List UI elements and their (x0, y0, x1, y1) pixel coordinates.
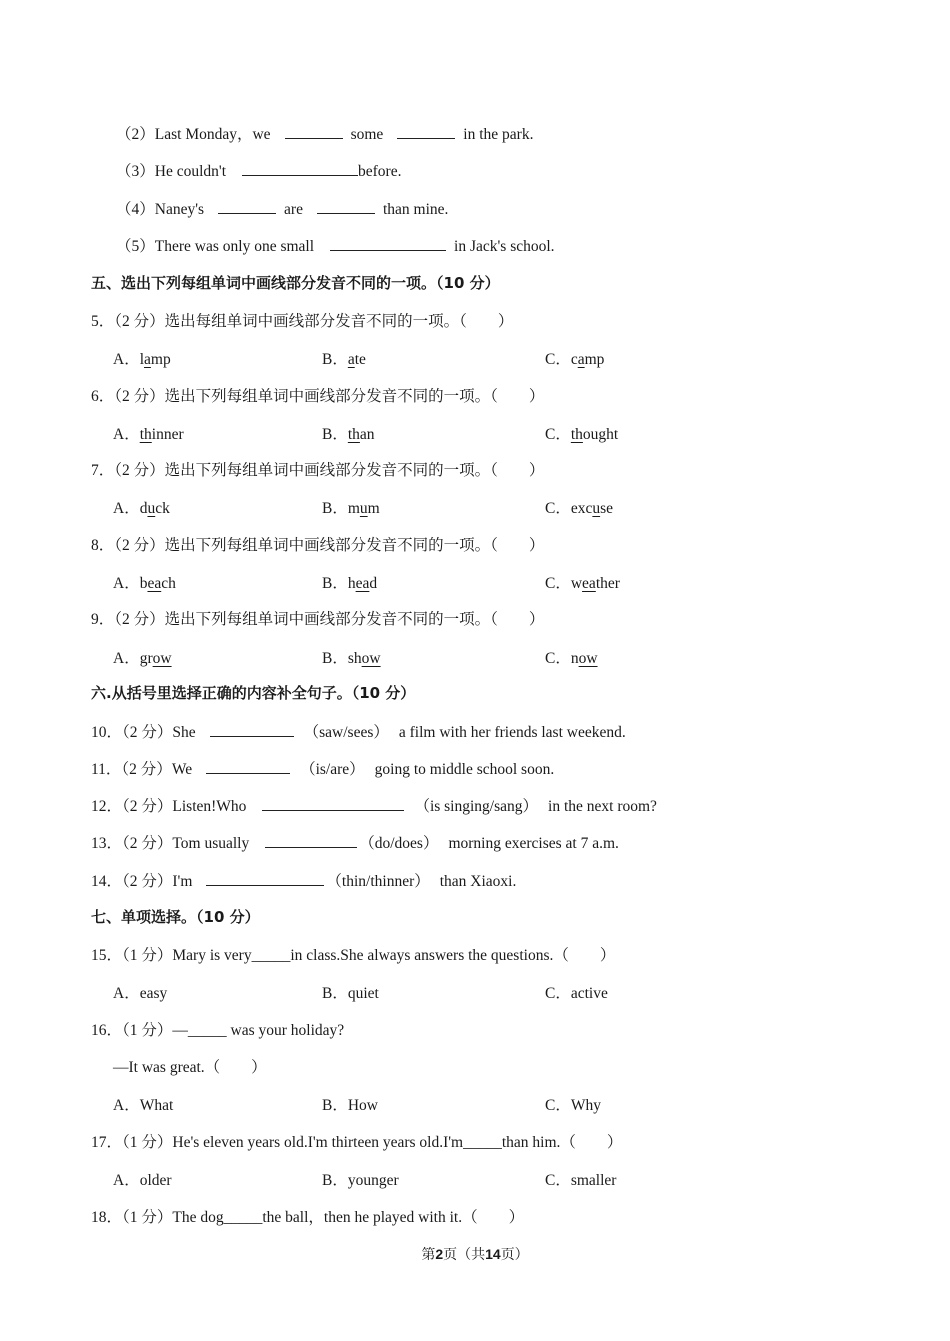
option-a[interactable]: A．duck (113, 500, 170, 517)
option-c[interactable]: C．now (545, 650, 598, 667)
question-17-stem: 17．（1 分）He's eleven years old.I'm thirteen years old.I'm_____than him.（ ） (91, 1134, 623, 1151)
question-5-stem: 5．（2 分）选出每组单词中画线部分发音不同的一项。（ ） (91, 313, 514, 330)
option-b[interactable]: B．How (322, 1097, 378, 1114)
question-10: 10．（2 分）She （saw/sees） a film with her friends last weekend. (91, 724, 626, 741)
option-a[interactable]: A．What (113, 1097, 174, 1114)
question-6-stem: 6．（2 分）选出下列每组单词中画线部分发音不同的一项。（ ） (91, 388, 545, 405)
option-b[interactable]: B．than (322, 426, 375, 443)
question-16-stem: 16．（1 分）—_____ was your holiday? (91, 1022, 345, 1039)
option-c[interactable]: C．smaller (545, 1172, 617, 1189)
question-15-stem: 15．（1 分）Mary is very_____in class.She always answers the questions.（ ） (91, 947, 616, 964)
answer-blank[interactable] (206, 759, 290, 774)
fill-item-3: （3）He couldn't before. (116, 163, 402, 180)
section-6-heading: 六.从括号里选择正确的内容补全句子。（10 分） (91, 684, 416, 702)
option-b[interactable]: B．younger (322, 1172, 399, 1189)
option-b[interactable]: B．mum (322, 500, 380, 517)
question-12: 12．（2 分）Listen!Who （is singing/sang） in the next room? (91, 798, 657, 815)
option-a[interactable]: A．thinner (113, 426, 184, 443)
fill-item-2: （2）Last Monday，we some in the park. (116, 126, 534, 143)
option-a[interactable]: A．grow (113, 650, 172, 667)
question-16-stem-reply: —It was great.（ ） (113, 1059, 267, 1076)
answer-blank[interactable] (317, 199, 375, 214)
section-5-heading: 五、选出下列每组单词中画线部分发音不同的一项。（10 分） (91, 274, 500, 292)
answer-blank[interactable] (218, 199, 276, 214)
answer-blank[interactable] (330, 236, 446, 251)
answer-blank[interactable] (265, 833, 357, 848)
question-18-stem: 18．（1 分）The dog_____the ball，then he played with it.（ ） (91, 1209, 525, 1226)
page-footer: 第2页（共14页） (421, 1246, 529, 1263)
option-c[interactable]: C．excuse (545, 500, 614, 517)
question-14: 14．（2 分）I'm （thin/thinner） than Xiaoxi. (91, 873, 517, 890)
question-7-stem: 7．（2 分）选出下列每组单词中画线部分发音不同的一项。（ ） (91, 462, 545, 479)
option-c[interactable]: C．Why (545, 1097, 601, 1114)
fill-item-4: （4）Naney's are than mine. (116, 201, 449, 218)
question-11: 11．（2 分）We （is/are） going to middle school soon. (91, 761, 555, 778)
option-b[interactable]: B．ate (322, 351, 366, 368)
option-b[interactable]: B．head (322, 575, 378, 592)
page-number: 2 (435, 1246, 444, 1262)
section-7-heading: 七、单项选择。（10 分） (91, 908, 260, 926)
option-a[interactable]: A．older (113, 1172, 172, 1189)
option-c[interactable]: C．thought (545, 426, 619, 443)
option-c[interactable]: C．weather (545, 575, 620, 592)
question-9-stem: 9．（2 分）选出下列每组单词中画线部分发音不同的一项。（ ） (91, 611, 545, 628)
option-c[interactable]: C．active (545, 985, 608, 1002)
option-c[interactable]: C．camp (545, 351, 605, 368)
page-total: 14 (485, 1246, 501, 1262)
answer-blank[interactable] (242, 161, 358, 176)
question-13: 13．（2 分）Tom usually （do/does） morning exercises at 7 a.m. (91, 835, 619, 852)
answer-blank[interactable] (206, 871, 324, 886)
option-a[interactable]: A．easy (113, 985, 168, 1002)
option-b[interactable]: B．quiet (322, 985, 379, 1002)
option-a[interactable]: A．beach (113, 575, 176, 592)
option-b[interactable]: B．show (322, 650, 381, 667)
option-a[interactable]: A．lamp (113, 351, 171, 368)
answer-blank[interactable] (262, 796, 404, 811)
answer-blank[interactable] (210, 722, 294, 737)
question-8-stem: 8．（2 分）选出下列每组单词中画线部分发音不同的一项。（ ） (91, 537, 545, 554)
fill-item-5: （5）There was only one small in Jack's school. (116, 238, 555, 255)
answer-blank[interactable] (285, 124, 343, 139)
answer-blank[interactable] (397, 124, 455, 139)
